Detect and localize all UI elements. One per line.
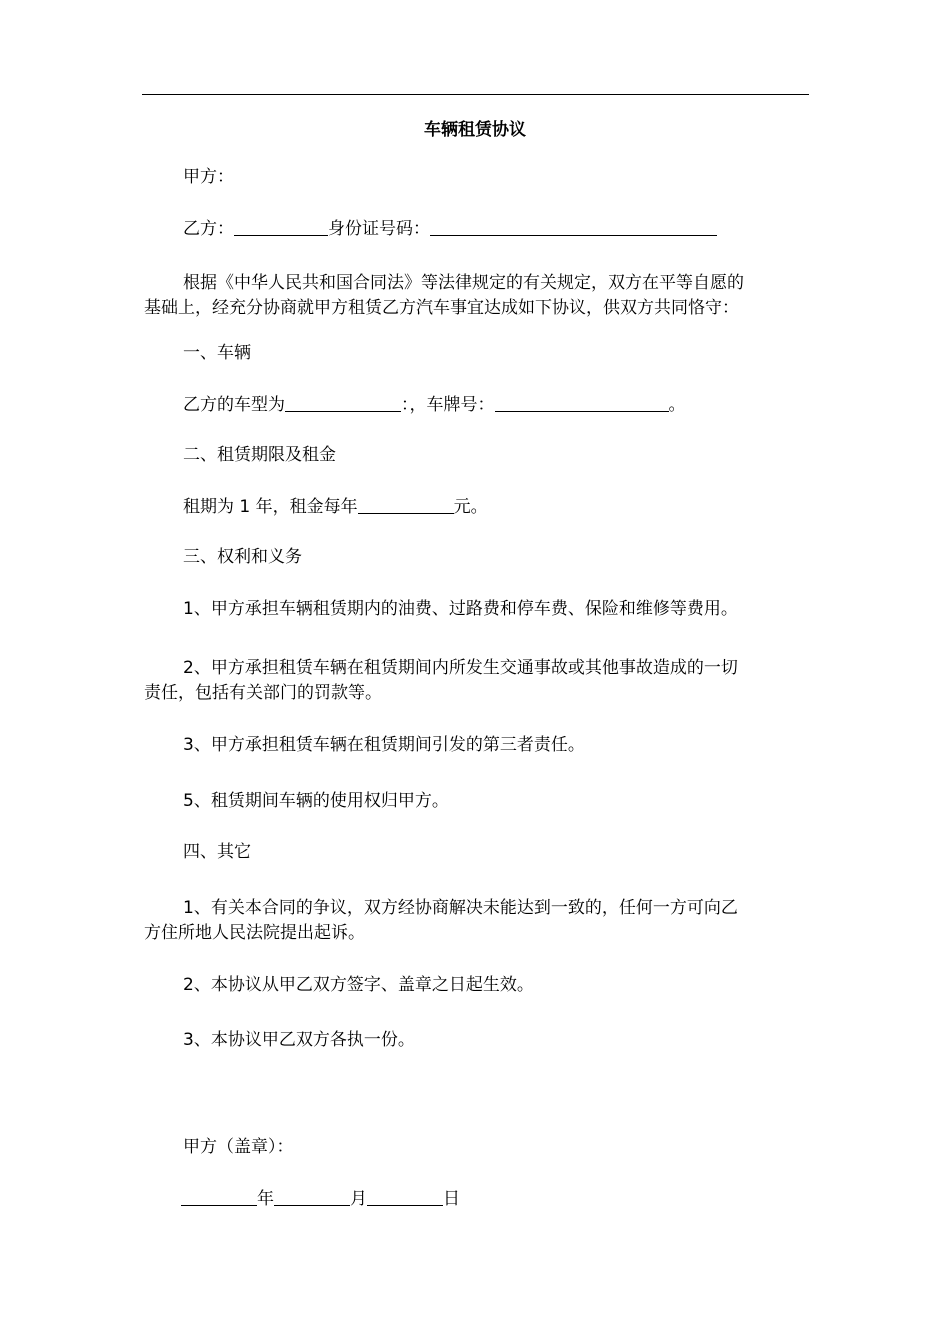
month-blank	[274, 1187, 350, 1206]
section-4-item-2: 2、本协议从甲乙双方签字、盖章之日起生效。	[183, 975, 534, 995]
section-4-heading: 四、其它	[183, 842, 251, 862]
id-number-label: 身份证号码：	[328, 219, 430, 239]
preamble-paragraph	[144, 271, 816, 321]
year-label: 年	[257, 1189, 274, 1209]
section-4-item-1	[144, 896, 816, 946]
day-blank	[367, 1187, 443, 1206]
day-label: 日	[443, 1189, 460, 1209]
vehicle-model-blank	[285, 393, 401, 412]
id-number-blank	[430, 217, 717, 236]
party-b-name-blank	[234, 217, 328, 236]
vehicle-model-label: 乙方的车型为	[183, 395, 285, 415]
party-b-line	[183, 217, 717, 241]
plate-number-blank	[495, 393, 669, 412]
section-3-item-2-line-1: 2、甲方承担租赁车辆在租赁期间内所发生交通事故或其他事故造成的一切	[183, 658, 738, 678]
section-3-item-1: 1、甲方承担车辆租赁期内的油费、过路费和停车费、保险和维修等费用。	[183, 599, 738, 619]
section-4-item-1-line-2: 方住所地人民法院提出起诉。	[144, 923, 365, 943]
section-3-item-2-line-2: 责任，包括有关部门的罚款等。	[144, 683, 382, 703]
year-blank	[181, 1187, 257, 1206]
section-4-item-1-line-1: 1、有关本合同的争议，双方经协商解决未能达到一致的，任何一方可向乙	[183, 898, 738, 918]
plate-number-label: ：，车牌号：	[401, 395, 495, 415]
rent-term-line	[183, 495, 488, 519]
header-rule	[142, 94, 809, 95]
signature-date-line	[181, 1187, 460, 1211]
section-3-heading: 三、权利和义务	[183, 547, 302, 567]
month-label: 月	[350, 1189, 367, 1209]
section-1-heading: 一、车辆	[183, 343, 251, 363]
party-b-label: 乙方：	[183, 219, 234, 239]
party-a-seal-label: 甲方（盖章）：	[183, 1137, 294, 1157]
rent-term-label: 租期为 1 年，租金每年	[183, 497, 358, 517]
preamble-line-2: 基础上，经充分协商就甲方租赁乙方汽车事宜达成如下协议，供双方共同恪守：	[144, 298, 739, 318]
section-3-item-2	[144, 656, 816, 706]
document-title: 车辆租赁协议	[424, 120, 526, 140]
annual-rent-blank	[358, 495, 454, 514]
vehicle-line-end: 。	[668, 395, 686, 415]
section-3-item-5: 5、租赁期间车辆的使用权归甲方。	[183, 791, 449, 811]
preamble-line-1: 根据《中华人民共和国合同法》等法律规定的有关规定，双方在平等自愿的	[183, 273, 744, 293]
section-2-heading: 二、租赁期限及租金	[183, 445, 336, 465]
vehicle-line	[183, 393, 686, 417]
section-4-item-3: 3、本协议甲乙双方各执一份。	[183, 1030, 415, 1050]
section-3-item-3: 3、甲方承担租赁车辆在租赁期间引发的第三者责任。	[183, 735, 585, 755]
rent-unit: 元。	[453, 497, 488, 517]
party-a-label: 甲方：	[183, 167, 234, 187]
